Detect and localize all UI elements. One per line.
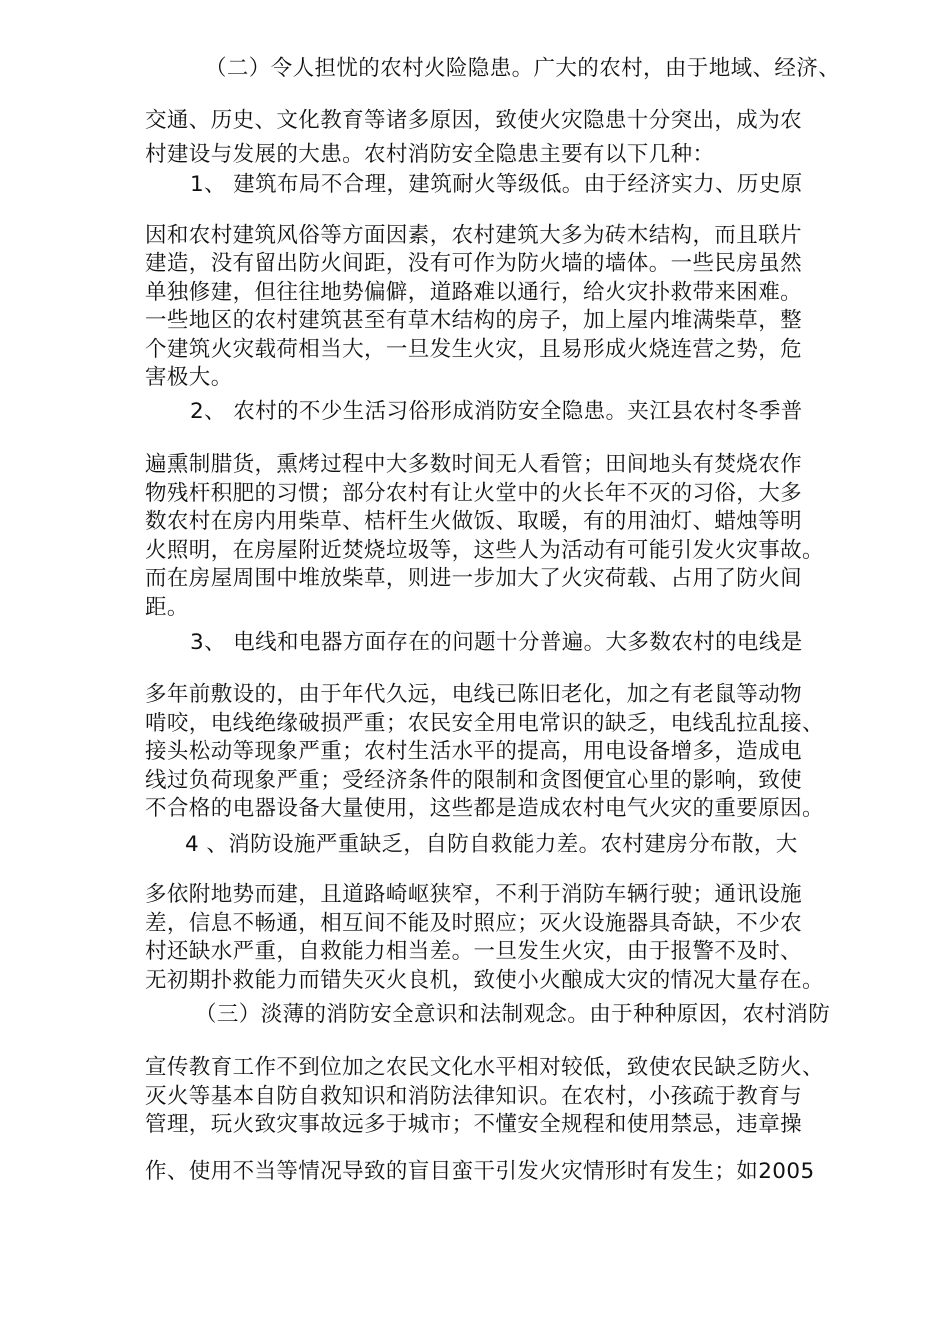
paragraph-line: 建造，没有留出防火间距，没有可作为防火墙的墙体。一些民房虽然	[145, 251, 803, 276]
paragraph-first-line: 4 、消防设施严重缺乏，自防自救能力差。农村建房分布散，大	[185, 832, 798, 857]
paragraph-line: 灭火等基本自防自救知识和消防法律知识。在农村，小孩疏于教育与	[145, 1084, 803, 1109]
paragraph-line: 交通、历史、文化教育等诸多原因，致使火灾隐患十分突出，成为农	[145, 108, 803, 133]
paragraph-line: 不合格的电器设备大量使用，这些都是造成农村电气火灾的重要原因。	[145, 796, 824, 821]
paragraph-line: 一些地区的农村建筑甚至有草木结构的房子，加上屋内堆满柴草，整	[145, 308, 803, 333]
paragraph-line: 多年前敷设的，由于年代久远，电线已陈旧老化，加之有老鼠等动物	[145, 682, 803, 707]
paragraph-first-line: 1、 建筑布局不合理，建筑耐火等级低。由于经济实力、历史原	[190, 172, 803, 197]
paragraph-first-line: 2、 农村的不少生活习俗形成消防安全隐患。夹江县农村冬季普	[190, 399, 803, 424]
paragraph-line: 线过负荷现象严重；受经济条件的限制和贪图便宜心里的影响，致使	[145, 768, 803, 793]
paragraph-line: 接头松动等现象严重；农村生活水平的提高，用电设备增多，造成电	[145, 739, 803, 764]
paragraph-line: 村还缺水严重，自救能力相当差。一旦发生火灾，由于报警不及时、	[145, 939, 803, 964]
paragraph-line: 无初期扑救能力而错失灭火良机，致使小火酿成大灾的情况大量存在。	[145, 968, 824, 993]
paragraph-line: 因和农村建筑风俗等方面因素，农村建筑大多为砖木结构，而且联片	[145, 223, 803, 248]
paragraph-line: 物残杆积肥的习惯；部分农村有让火堂中的火长年不灭的习俗，大多	[145, 481, 803, 506]
paragraph-line: 单独修建，但往往地势偏僻，道路难以通行，给火灾扑救带来困难。	[145, 280, 803, 305]
paragraph-line: 差，信息不畅通，相互间不能及时照应；灭火设施器具奇缺，不少农	[145, 911, 803, 936]
paragraph-line: 多依附地势而建，且道路崎岖狭窄，不利于消防车辆行驶；通讯设施	[145, 882, 803, 907]
paragraph-line: 而在房屋周围中堆放柴草，则进一步加大了火灾荷载、占用了防火间	[145, 566, 803, 591]
paragraph-first-line: （二）令人担忧的农村火险隐患。广大的农村，由于地域、经济、	[205, 56, 841, 81]
paragraph-line: 害极大。	[145, 365, 233, 390]
paragraph-line: 数农村在房内用柴草、桔杆生火做饭、取暖，有的用油灯、蜡烛等明	[145, 509, 803, 534]
paragraph-line: 火照明，在房屋附近焚烧垃圾等，这些人为活动有可能引发火灾事故。	[145, 538, 824, 563]
paragraph-first-line: （三）淡薄的消防安全意识和法制观念。由于种种原因，农村消防	[195, 1002, 831, 1027]
paragraph-line: 距。	[145, 595, 189, 620]
paragraph-line: 管理，玩火致灾事故远多于城市；不懂安全规程和使用禁忌，违章操	[145, 1112, 803, 1137]
paragraph-line: 个建筑火灾载荷相当大，一旦发生火灾，且易形成火烧连营之势，危	[145, 337, 803, 362]
paragraph-first-line: 3、 电线和电器方面存在的问题十分普遍。大多数农村的电线是	[190, 630, 803, 655]
paragraph-line: 宣传教育工作不到位加之农民文化水平相对较低，致使农民缺乏防火、	[145, 1055, 824, 1080]
paragraph-line: 作、使用不当等情况导致的盲目蛮干引发火灾情形时有发生；如2005	[145, 1159, 815, 1184]
paragraph-line: 啃咬，电线绝缘破损严重；农民安全用电常识的缺乏，电线乱拉乱接、	[145, 711, 824, 736]
paragraph-line: 村建设与发展的大患。农村消防安全隐患主要有以下几种：	[145, 142, 715, 167]
paragraph-line: 遍熏制腊货，熏烤过程中大多数时间无人看管；田间地头有焚烧农作	[145, 452, 803, 477]
